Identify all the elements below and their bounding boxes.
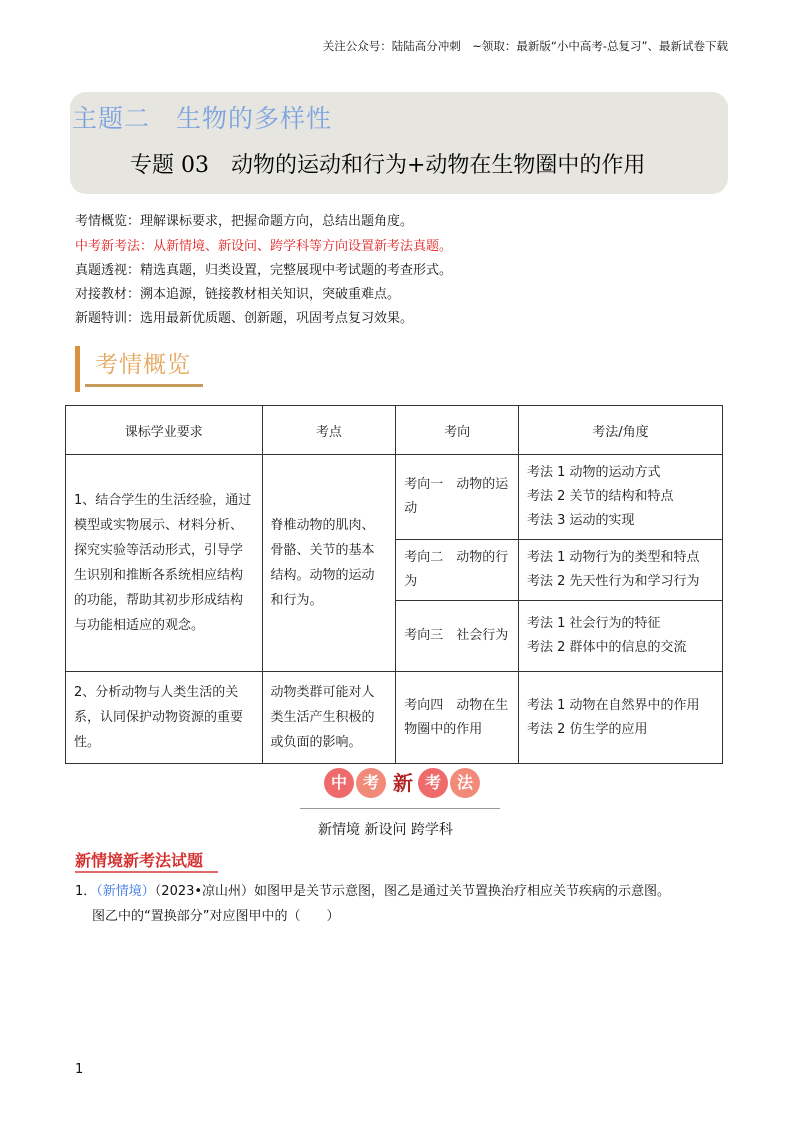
method-item: 考法 1 动物行为的类型和特点 bbox=[527, 550, 700, 565]
logo-subtitle: 新情境 新设问 跨学科 bbox=[318, 822, 453, 838]
page-number: 1 bbox=[75, 1062, 84, 1077]
method-item: 考法 2 仿生学的应用 bbox=[527, 721, 648, 737]
method-item: 考法 2 先天性行为和学习行为 bbox=[527, 574, 700, 589]
logo-char-zhong: 中 bbox=[324, 768, 354, 798]
section-title: 考情概览 bbox=[95, 352, 191, 378]
logo-char-kao: 考 bbox=[356, 768, 386, 798]
new-method-underline bbox=[75, 871, 218, 873]
methods-1 bbox=[519, 455, 723, 540]
header-requirements: 课标学业要求 bbox=[66, 406, 263, 455]
method-item: 考法 2 群体中的信息的交流 bbox=[527, 640, 687, 655]
question-number: 1． bbox=[75, 884, 97, 899]
question-tag: （新情境） bbox=[96, 884, 155, 899]
new-exam-method-logo bbox=[300, 768, 500, 844]
methods-4 bbox=[519, 672, 723, 764]
direction-3: 考向三 社会行为 bbox=[396, 601, 519, 672]
special-title: 专题 03 动物的运动和行为+动物在生物圈中的作用 bbox=[130, 153, 646, 178]
point-2: 动物类群可能对人类生活产生积极的或负面的影响。 bbox=[262, 672, 396, 764]
requirement-2: 2、分析动物与人类生活的关系，认同保护动物资源的重要性。 bbox=[66, 672, 263, 764]
table-row bbox=[66, 672, 723, 764]
topic-title: 主题二 生物的多样性 bbox=[72, 104, 333, 133]
section-heading bbox=[75, 340, 235, 395]
table-row bbox=[66, 455, 723, 540]
intro-line-2: 中考新考法：从新情境、新设问、跨学科等方向设置新考法真题。 bbox=[75, 239, 453, 254]
intro-line-1: 考情概览：理解课标要求，把握命题方向，总结出题角度。 bbox=[75, 214, 414, 229]
exam-overview-table bbox=[65, 405, 723, 764]
intro-line-4: 对接教材：溯本追源，链接教材相关知识，突破重难点。 bbox=[75, 287, 401, 302]
question-text: （2023•凉山州）如图甲是关节示意图，图乙是通过关节置换治疗相应关节疾病的示意图。 bbox=[154, 884, 671, 899]
direction-2: 考向二 动物的行为 bbox=[396, 540, 519, 601]
header-directions: 考向 bbox=[396, 406, 519, 455]
new-method-section-title: 新情境新考法试题 bbox=[75, 851, 204, 870]
method-item: 考法 1 动物在自然界中的作用 bbox=[527, 697, 700, 713]
logo-char-fa: 法 bbox=[450, 768, 480, 798]
table-header-row bbox=[66, 406, 723, 455]
intro-line-3: 真题透视：精选真题，归类设置，完整展现中考试题的考查形式。 bbox=[75, 263, 453, 278]
header-note: 关注公众号：陆陆高分冲刺 ~领取：最新版“小中高考-总复习”、最新试卷下载 bbox=[322, 39, 728, 53]
method-item: 考法 2 关节的结构和特点 bbox=[527, 489, 674, 504]
method-item: 考法 3 运动的实现 bbox=[527, 513, 635, 528]
question-1-line-1 bbox=[75, 880, 670, 899]
methods-2 bbox=[519, 540, 723, 601]
header-methods: 考法/角度 bbox=[519, 406, 723, 455]
logo-divider bbox=[300, 808, 500, 809]
section-accent-bar bbox=[75, 346, 80, 392]
point-1: 脊椎动物的肌肉、骨骼、关节的基本结构。动物的运动和行为。 bbox=[262, 455, 396, 672]
question-1-line-2: 图乙中的“置换部分”对应图甲中的（ ） bbox=[92, 909, 340, 924]
section-underline bbox=[85, 384, 203, 387]
intro-line-5: 新题特训：选用最新优质题、创新题，巩固考点复习效果。 bbox=[75, 311, 414, 326]
requirement-1: 1、结合学生的生活经验，通过模型或实物展示、材料分析、探究实验等活动形式，引导学生识别和推断各系统相应结构的功能，帮助其初步形成结构与功能相适应的观念。 bbox=[66, 455, 263, 672]
direction-4: 考向四 动物在生物圈中的作用 bbox=[396, 672, 519, 764]
direction-1: 考向一 动物的运动 bbox=[396, 455, 519, 540]
header-points: 考点 bbox=[262, 406, 396, 455]
logo-char-kao-2: 考 bbox=[418, 768, 448, 798]
logo-char-xin: 新 bbox=[388, 768, 418, 798]
method-item: 考法 1 社会行为的特征 bbox=[527, 616, 661, 631]
methods-3 bbox=[519, 601, 723, 672]
method-item: 考法 1 动物的运动方式 bbox=[527, 465, 661, 480]
